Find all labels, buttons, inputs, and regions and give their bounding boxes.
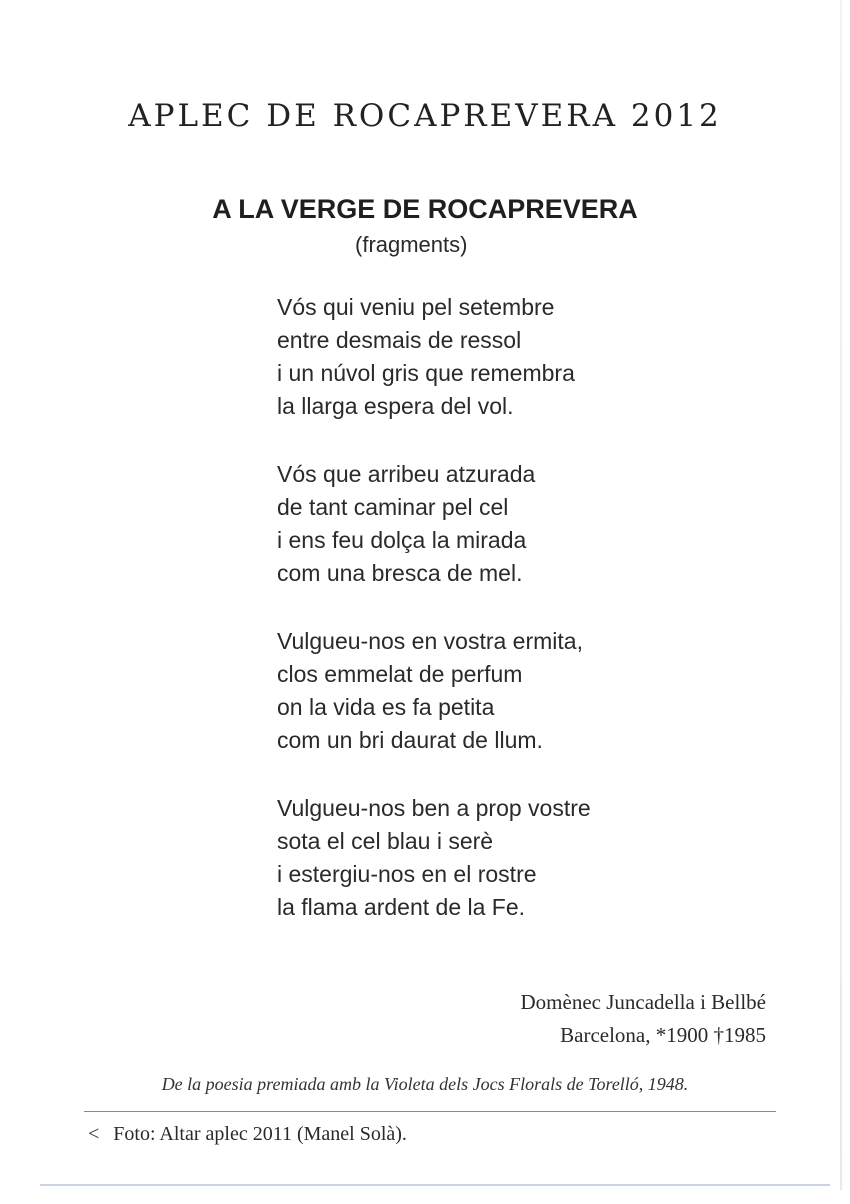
arrow-left-icon: < (88, 1123, 100, 1145)
stanza-3 (277, 625, 583, 757)
photo-credit (88, 1123, 407, 1146)
poem-line: Vulgueu-nos en vostra ermita, (277, 628, 583, 654)
poem-line: sota el cel blau i serè (277, 828, 494, 854)
card-bottom-edge (40, 1184, 830, 1186)
poem-line: i un núvol gris que remembra (277, 360, 575, 386)
poem-line: clos emmelat de perfum (277, 661, 523, 687)
poem-line: la flama ardent de la Fe. (277, 894, 526, 920)
poem-line: Vós que arribeu atzurada (277, 461, 536, 487)
stanza-4 (277, 792, 591, 924)
author-dates: Barcelona, *1900 †1985 (560, 1023, 766, 1047)
poem-line: com una bresca de mel. (277, 560, 523, 586)
divider (84, 1111, 776, 1112)
prize-note: De la poesia premiada amb la Violeta dels Jocs Florals de Torelló, 1948. (161, 1074, 689, 1094)
card-edge-shadow (840, 0, 842, 1190)
author-name: Domènec Juncadella i Bellbé (520, 990, 766, 1014)
stanza-1 (277, 291, 575, 423)
poem-line: la llarga espera del vol. (277, 393, 514, 419)
poem-line: entre desmais de ressol (277, 327, 522, 353)
poem-line: Vulgueu-nos ben a prop vostre (277, 795, 591, 821)
poem-line: i ens feu dolça la mirada (277, 527, 527, 553)
poem-line: Vós qui veniu pel setembre (277, 294, 555, 320)
author-attribution (521, 986, 767, 1052)
photo-credit-text: Foto: Altar aplec 2011 (Manel Solà). (113, 1123, 407, 1145)
poem-line: i estergiu-nos en el rostre (277, 861, 537, 887)
poem-line: com un bri daurat de llum. (277, 727, 543, 753)
stanza-2 (277, 458, 535, 590)
poem-line: on la vida es fa petita (277, 694, 495, 720)
event-title: APLEC DE ROCAPREVERA 2012 (128, 98, 722, 134)
poem-title: A LA VERGE DE ROCAPREVERA (212, 194, 638, 224)
poem-subtitle: (fragments) (355, 232, 468, 257)
poem-line: de tant caminar pel cel (277, 494, 509, 520)
